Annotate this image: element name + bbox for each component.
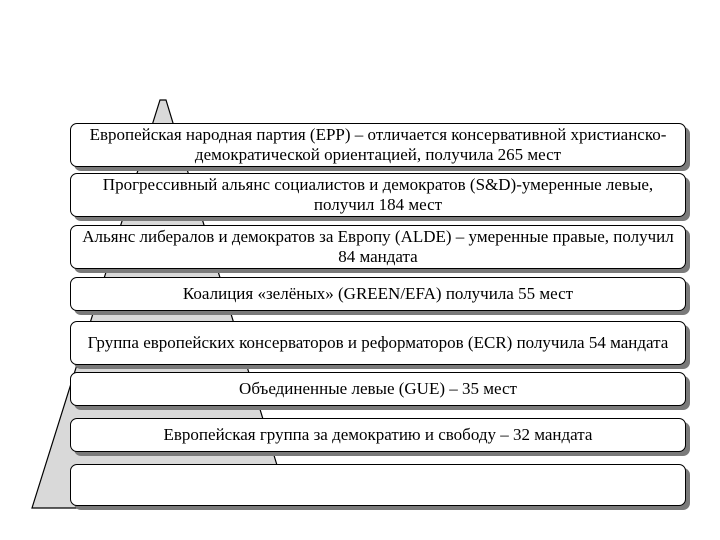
party-gue-text: Объединенные левые (GUE) – 35 мест: [239, 379, 517, 398]
party-gue-box: [70, 372, 686, 406]
party-sd-box: [70, 173, 686, 217]
party-efd-box: [70, 418, 686, 452]
party-greens-text: Коалиция «зелёных» (GREEN/EFA) получила 55 мест: [182, 284, 574, 303]
party-ecr-box: [70, 321, 686, 365]
party-greens-box: [70, 277, 686, 311]
party-epp-text: Европейская народная партия (EPP) – отличается консервативной христианско-демократической ориентацией, получила 265 мест: [89, 125, 667, 164]
party-alde-box: [70, 225, 686, 269]
party-epp-box: [70, 123, 686, 167]
party-efd-text: Европейская группа за демократию и свободу – 32 мандата: [163, 425, 593, 444]
party-alde-text: Альянс либералов и демократов за Европу (ALDE) – умеренные правые, получил 84 мандата: [82, 227, 674, 266]
empty-box: [70, 464, 686, 506]
party-sd-text: Прогрессивный альянс социалистов и демократов (S&D)-умеренные левые, получил 184 мест: [102, 175, 654, 214]
party-ecr-text: Группа европейских консерваторов и реформаторов (ECR) получила 54 мандата: [87, 333, 669, 352]
